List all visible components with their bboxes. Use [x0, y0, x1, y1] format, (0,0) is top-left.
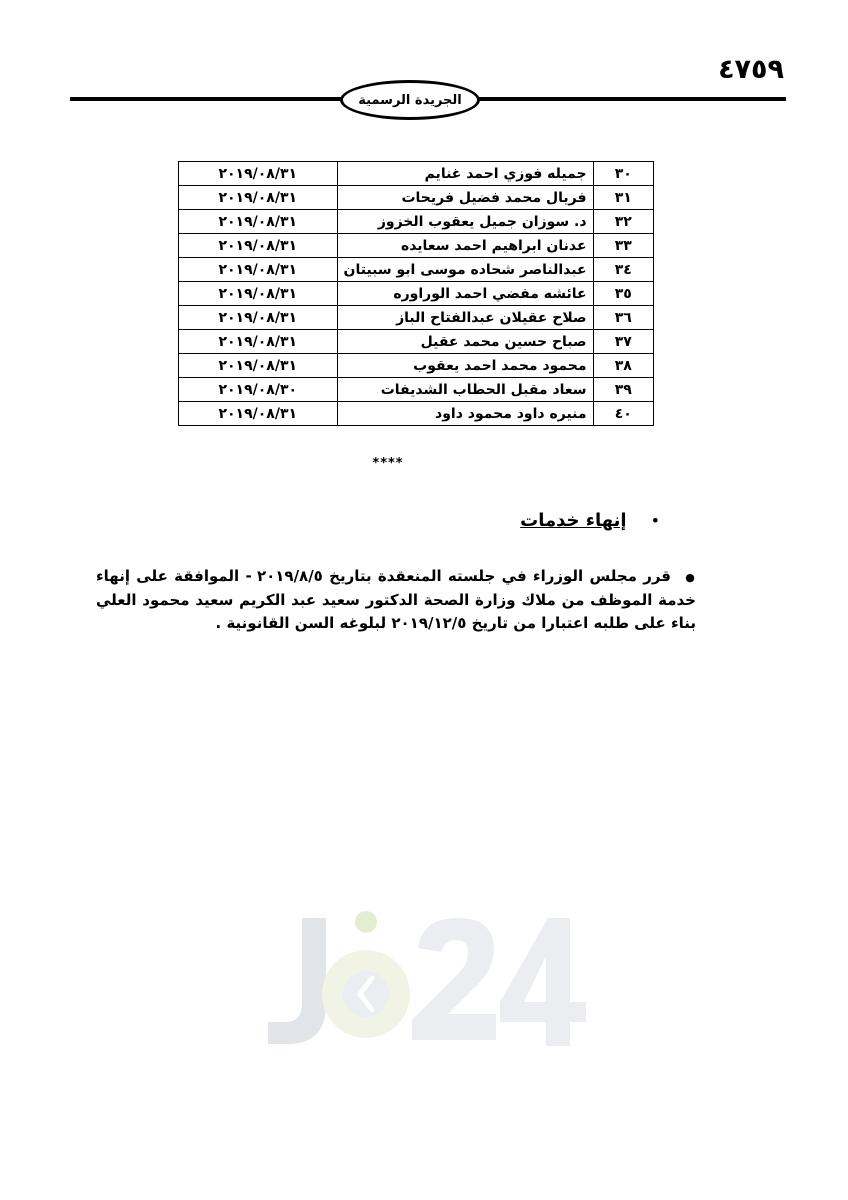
end-date: ٢٠١٩/٠٨/٣١	[179, 234, 338, 258]
row-number: ٣٨	[593, 354, 653, 378]
watermark-letter-j	[268, 918, 326, 1044]
end-date: ٢٠١٩/٠٨/٣١	[179, 402, 338, 426]
employee-name: عبدالناصر شحاده موسى ابو سبيتان	[337, 258, 593, 282]
row-number: ٤٠	[593, 402, 653, 426]
end-date: ٢٠١٩/٠٨/٣١	[179, 186, 338, 210]
row-number: ٣٧	[593, 330, 653, 354]
employee-name: منيره داود محمود داود	[337, 402, 593, 426]
watermark-digit-4	[500, 918, 586, 1046]
row-number: ٣٩	[593, 378, 653, 402]
row-number: ٣٢	[593, 210, 653, 234]
employee-name: فريال محمد فضيل فريحات	[337, 186, 593, 210]
row-number: ٣٤	[593, 258, 653, 282]
employee-name: جميله فوزي احمد غنايم	[337, 162, 593, 186]
watermark-letter-o-center	[343, 971, 389, 1017]
table-row	[179, 306, 654, 330]
page-number: ٤٧٥٩	[718, 54, 784, 85]
separator-stars: ****	[372, 456, 404, 471]
row-number: ٣٠	[593, 162, 653, 186]
end-date: ٢٠١٩/٠٨/٣٠	[179, 378, 338, 402]
end-date: ٢٠١٩/٠٨/٣١	[179, 354, 338, 378]
table-row	[179, 282, 654, 306]
end-date: ٢٠١٩/٠٨/٣١	[179, 210, 338, 234]
table-row	[179, 210, 654, 234]
employee-name: صباح حسين محمد عقيل	[337, 330, 593, 354]
table-row	[179, 186, 654, 210]
employee-name: عائشه مفضي احمد الوراوره	[337, 282, 593, 306]
paragraph-text: قرر مجلس الوزراء في جلسته المنعقدة بتاريخ ٢٠١٩/٨/٥ - الموافقة على إنهاء خدمة الموظف من ملاك وزارة الصحة الدكتور سعيد عبد الكريم سعيد محمود العلي بناء على طلبه اعتبارا من تاريخ ٢٠١٩/١٢/٥ لبلوغه السن القانونية .	[96, 567, 696, 632]
table-body	[179, 162, 654, 426]
row-number: ٣٣	[593, 234, 653, 258]
end-date: ٢٠١٩/٠٨/٣١	[179, 306, 338, 330]
table-row	[179, 162, 654, 186]
table-row	[179, 402, 654, 426]
table-row	[179, 258, 654, 282]
watermark-digit-2	[412, 918, 496, 1040]
row-number: ٣٥	[593, 282, 653, 306]
table-row	[179, 330, 654, 354]
masthead-title: الجريدة الرسمية	[358, 92, 462, 108]
table-row	[179, 354, 654, 378]
watermark-dot-icon	[355, 911, 377, 933]
section-bullet: •	[650, 511, 660, 530]
table-row	[179, 234, 654, 258]
employee-name: سعاد مقبل الحطاب الشديفات	[337, 378, 593, 402]
decision-paragraph	[96, 565, 696, 635]
end-date: ٢٠١٩/٠٨/٣١	[179, 162, 338, 186]
row-number: ٣٦	[593, 306, 653, 330]
employee-name: محمود محمد احمد يعقوب	[337, 354, 593, 378]
end-date: ٢٠١٩/٠٨/٣١	[179, 330, 338, 354]
employee-name: صلاح عقيلان عبدالفتاح الباز	[337, 306, 593, 330]
section-title: إنهاء خدمات	[520, 510, 627, 531]
masthead-oval	[340, 80, 480, 120]
employee-name: د. سوزان جميل يعقوب الخزوز	[337, 210, 593, 234]
retirement-table	[178, 161, 654, 426]
table-row	[179, 378, 654, 402]
end-date: ٢٠١٩/٠٨/٣١	[179, 258, 338, 282]
end-date: ٢٠١٩/٠٨/٣١	[179, 282, 338, 306]
jo24-watermark-logo	[262, 900, 592, 1050]
employee-name: عدنان ابراهيم احمد سعايده	[337, 234, 593, 258]
paragraph-bullet: ●	[685, 571, 696, 584]
section-heading	[520, 510, 660, 531]
row-number: ٣١	[593, 186, 653, 210]
